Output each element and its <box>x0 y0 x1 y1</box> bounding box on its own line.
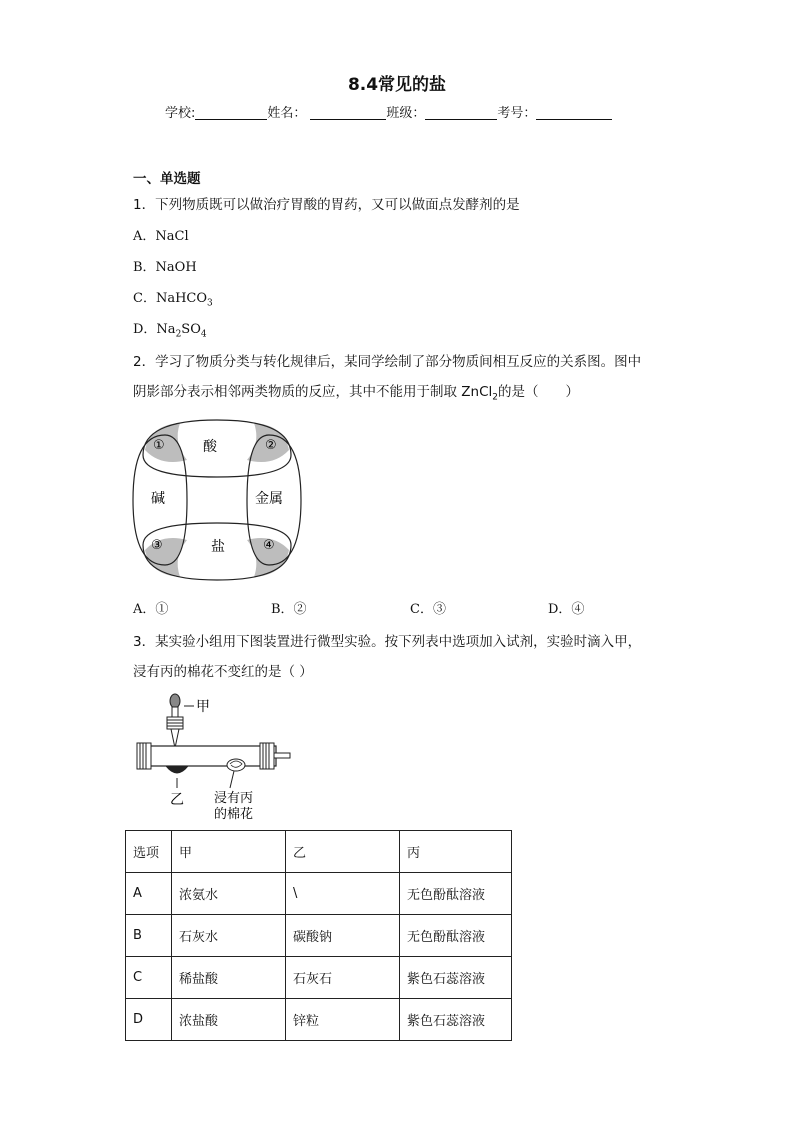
q1-option-d-text: D．Na <box>133 322 176 337</box>
dropper-neck <box>172 707 178 717</box>
student-info-line <box>165 102 612 121</box>
q2-stem-line2-sub: 2 <box>492 392 499 403</box>
q2-stem-line2 <box>133 380 579 403</box>
label-yi: 乙 <box>170 792 184 808</box>
q2-option-a[interactable]: A．① <box>133 602 169 617</box>
label-n4: ④ <box>263 538 275 553</box>
table-header-row <box>126 831 512 873</box>
q2-option-d[interactable]: D．④ <box>548 602 585 617</box>
label-metal: 金属 <box>255 491 283 507</box>
cotton-pointer <box>230 771 234 788</box>
table-header-cell: 丙 <box>400 831 512 873</box>
name-label: 姓名： <box>267 106 307 121</box>
table-row <box>126 915 512 957</box>
q1-option-c[interactable] <box>133 287 213 309</box>
label-n1: ① <box>153 438 165 453</box>
main-tube <box>150 746 276 766</box>
q1-option-a[interactable]: A．NaCl <box>133 229 189 244</box>
table-cell: 稀盐酸 <box>172 957 286 999</box>
class-label: 班级： <box>386 106 426 121</box>
q2-stem-line1: 2．学习了物质分类与转化规律后，某同学绘制了部分物质间相互反应的关系图。图中 <box>133 354 642 370</box>
label-base: 碱 <box>151 491 165 507</box>
q1-option-c-sub: 3 <box>207 298 213 309</box>
table-header-cell: 选项 <box>126 831 172 873</box>
table-cell: A <box>126 873 172 915</box>
table-cell: 紫色石蕊溶液 <box>400 957 512 999</box>
right-stopper <box>260 743 274 769</box>
table-header-cell: 乙 <box>286 831 400 873</box>
lens-1 <box>145 423 187 462</box>
table-cell: 紫色石蕊溶液 <box>400 999 512 1041</box>
table-cell: 无色酚酞溶液 <box>400 873 512 915</box>
name-blank[interactable] <box>310 105 386 120</box>
reagent-well <box>166 766 188 773</box>
q2-stem-line2-text: 阴影部分表示相邻两类物质的反应，其中不能用于制取 ZnCl <box>133 384 493 400</box>
label-n2: ② <box>265 438 277 453</box>
table-cell: C <box>126 957 172 999</box>
table-cell: 碳酸钠 <box>286 915 400 957</box>
table-row <box>126 873 512 915</box>
q1-stem: 1．下列物质既可以做治疗胃酸的胃药，又可以做面点发酵剂的是 <box>133 197 520 213</box>
q2-stem-line2-suffix: 的是（ ） <box>498 384 580 400</box>
table-cell: 锌粒 <box>286 999 400 1041</box>
table-row <box>126 957 512 999</box>
table-cell: 石灰石 <box>286 957 400 999</box>
q1-option-d-sub1: 2 <box>175 329 182 340</box>
q2-relation-diagram <box>125 415 310 585</box>
q3-table <box>125 830 512 1041</box>
q1-option-d-sub2: 4 <box>200 329 207 340</box>
label-acid: 酸 <box>203 439 217 455</box>
q3-stem-line1: 3．某实验小组用下图装置进行微型实验。按下列表中选项加入试剂，实验时滴入甲， <box>133 634 642 650</box>
q3-stem-line2: 浸有丙的棉花不变红的是（ ） <box>133 664 313 680</box>
left-stopper <box>137 743 151 769</box>
school-label: 学校: <box>165 106 196 121</box>
q1-option-b[interactable]: B．NaOH <box>133 260 197 275</box>
table-cell: D <box>126 999 172 1041</box>
school-blank[interactable] <box>195 105 267 120</box>
q3-apparatus-diagram <box>132 690 302 825</box>
number-blank[interactable] <box>536 105 612 120</box>
table-header-cell: 甲 <box>172 831 286 873</box>
class-blank[interactable] <box>425 105 497 120</box>
table-cell: 浓盐酸 <box>172 999 286 1041</box>
q2-option-c[interactable]: C．③ <box>410 602 446 617</box>
q1-option-d-mid: SO <box>181 322 201 337</box>
table-cell: 浓氨水 <box>172 873 286 915</box>
q1-option-d[interactable] <box>133 318 207 340</box>
page-title: 8.4常见的盐 <box>347 75 447 95</box>
table-cell: \ <box>286 873 400 915</box>
label-cotton-line2: 的棉花 <box>214 807 254 822</box>
outlet-tube <box>274 753 290 758</box>
q2-option-b[interactable]: B．② <box>271 602 307 617</box>
number-label: 考号： <box>497 106 537 121</box>
dropper-tip <box>171 729 179 748</box>
table-cell: 无色酚酞溶液 <box>400 915 512 957</box>
q1-option-c-text: C．NaHCO <box>133 291 208 306</box>
dropper-bulb <box>170 694 180 708</box>
label-salt: 盐 <box>211 539 225 555</box>
table-cell: B <box>126 915 172 957</box>
label-jia: 甲 <box>196 699 210 715</box>
table-cell: 石灰水 <box>172 915 286 957</box>
label-cotton-line1: 浸有丙 <box>214 791 254 806</box>
section-heading: 一、单选题 <box>133 171 201 187</box>
table-row <box>126 999 512 1041</box>
label-n3: ③ <box>151 538 163 553</box>
